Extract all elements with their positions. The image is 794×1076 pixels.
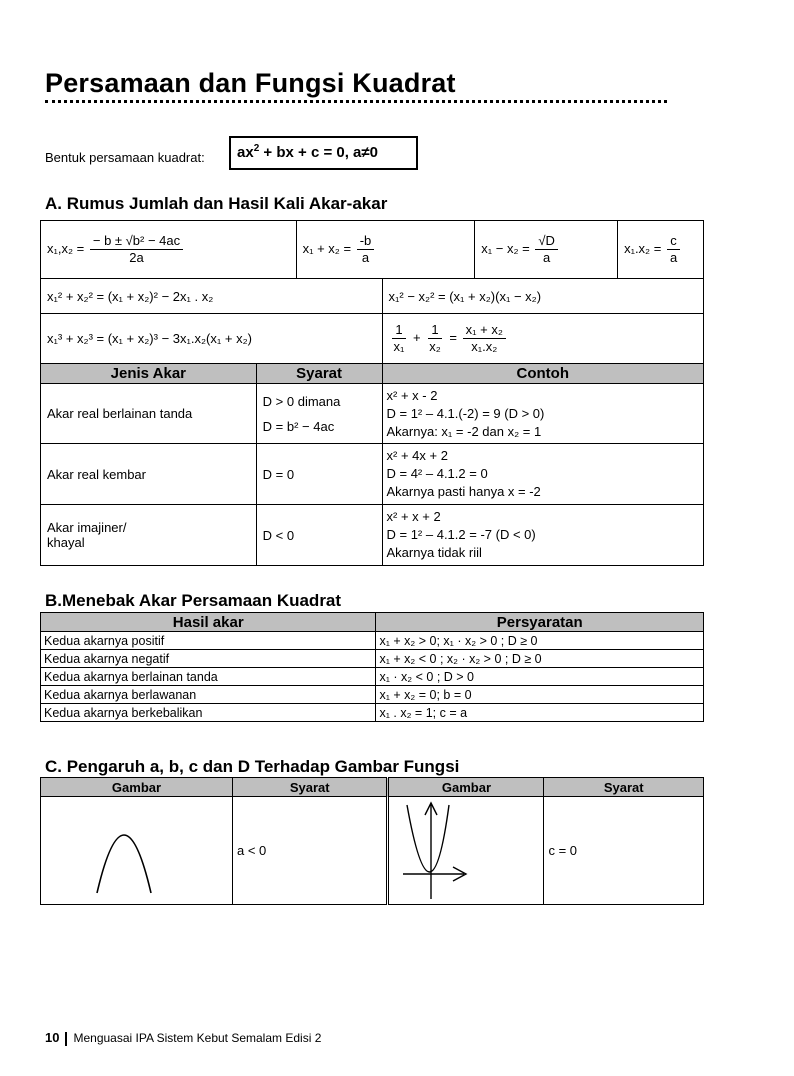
menebak-syarat: x₁ + x₂ = 0; b = 0	[376, 686, 704, 704]
menebak-row	[41, 632, 704, 650]
formula-row-1	[41, 221, 704, 279]
akar-contoh-line-3: Akarnya tidak riil	[386, 545, 482, 560]
akar-contoh-line-1: x² + x + 2	[386, 509, 441, 524]
header-syarat-2: Syarat	[544, 778, 704, 797]
akar-contoh	[382, 505, 704, 566]
formula-selisih-fraction	[535, 233, 558, 266]
akar-syarat-line-1: D > 0 dimana	[262, 393, 341, 409]
akar-contoh-line-2: D = 1² – 4.1.2 = -7 (D < 0)	[386, 527, 536, 542]
footer-divider	[65, 1032, 67, 1046]
header-gambar-1: Gambar	[41, 778, 233, 797]
akar-jenis-line-2: khayal	[47, 535, 85, 550]
menebak-hasil: Kedua akarnya berkebalikan	[41, 704, 376, 722]
akar-jenis: Akar real berlainan tanda	[41, 384, 257, 444]
section-a-title: A. Rumus Jumlah dan Hasil Kali Akar-akar	[45, 194, 388, 213]
header-syarat: Syarat	[256, 364, 382, 384]
akar-syarat-line-2: D = b² − 4ac	[262, 418, 335, 434]
formula-kebalikan-den-1: x₁	[393, 339, 405, 354]
formula-row-2	[41, 279, 704, 314]
akar-contoh	[382, 444, 704, 505]
menebak-syarat: x₁ + x₂ > 0; x₁ · x₂ > 0 ; D ≥ 0	[376, 632, 704, 650]
menebak-row	[41, 704, 704, 722]
section-a-table	[40, 220, 704, 566]
parabola-downward-icon	[41, 797, 231, 901]
formula-kebalikan-num-3: x₁ + x₂	[463, 322, 506, 339]
section-b-title: B.Menebak Akar Persamaan Kuadrat	[45, 591, 342, 610]
section-c-title: C. Pengaruh a, b, c dan D Terhadap Gambar Fungsi	[45, 757, 460, 776]
formula-kali	[618, 221, 704, 279]
bentuk-formula-box	[229, 136, 418, 170]
bentuk-formula-rest: + bx + c = 0, a≠0	[259, 144, 378, 161]
formula-selisih-den: a	[543, 250, 551, 265]
menebak-syarat: x₁ · x₂ < 0 ; D > 0	[376, 668, 704, 686]
bentuk-label: Bentuk persamaan kuadrat:	[45, 150, 205, 165]
header-contoh: Contoh	[382, 364, 704, 384]
formula-jumlah-num: -b	[357, 233, 375, 250]
formula-akar	[41, 221, 297, 279]
formula-selisih	[475, 221, 618, 279]
formula-kebalikan-plus: +	[413, 329, 421, 345]
formula-kali-lhs: x₁.x₂ =	[624, 240, 662, 256]
formula-kuadrat-jumlah: x₁² + x₂² = (x₁ + x₂)² − 2x₁ . x₂	[41, 279, 383, 314]
akar-contoh-line-3: Akarnya: x₁ = -2 dan x₂ = 1	[386, 423, 542, 439]
formula-kebalikan-frac-3	[463, 322, 506, 355]
formula-jumlah-den: a	[361, 250, 370, 265]
akar-row	[41, 444, 704, 505]
formula-kebalikan-num-2: 1	[428, 322, 441, 339]
menebak-hasil: Kedua akarnya positif	[41, 632, 376, 650]
formula-akar-lhs: x₁,x₂ =	[47, 240, 85, 256]
akar-contoh-line-3: Akarnya pasti hanya x = -2	[386, 484, 541, 499]
formula-kali-fraction	[667, 233, 680, 266]
header-gambar-2: Gambar	[388, 778, 544, 797]
formula-kebalikan-den-2: x₂	[429, 339, 441, 354]
akar-contoh	[382, 384, 704, 444]
akar-jenis-line-1: Akar imajiner/	[47, 520, 127, 535]
header-jenis-akar: Jenis Akar	[41, 364, 257, 384]
formula-kebalikan-den-3: x₁.x₂	[471, 339, 498, 354]
header-persyaratan: Persyaratan	[376, 613, 704, 632]
formula-kebalikan	[382, 314, 704, 364]
menebak-hasil: Kedua akarnya berlawanan	[41, 686, 376, 704]
akar-jenis: Akar real kembar	[41, 444, 257, 505]
page-number: 10	[45, 1030, 60, 1045]
bentuk-formula-a: ax	[237, 144, 254, 161]
formula-jumlah	[296, 221, 475, 279]
formula-akar-den: 2a	[129, 250, 144, 265]
formula-selisih-lhs: x₁ − x₂ =	[481, 240, 530, 256]
akar-contoh-line-2: D = 1² – 4.1.(-2) = 9 (D > 0)	[386, 405, 545, 421]
gambar-parabola-origin	[388, 797, 544, 905]
akar-contoh-line-1: x² + 4x + 2	[386, 448, 448, 463]
menebak-row	[41, 668, 704, 686]
formula-kubik: x₁³ + x₂³ = (x₁ + x₂)³ − 3x₁.x₂(x₁ + x₂)	[41, 314, 383, 364]
menebak-header-row	[41, 613, 704, 632]
akar-jenis	[41, 505, 257, 566]
menebak-syarat: x₁ + x₂ < 0 ; x₂ · x₂ > 0 ; D ≥ 0	[376, 650, 704, 668]
menebak-row	[41, 686, 704, 704]
title-underline	[45, 100, 667, 103]
akar-header-row	[41, 364, 704, 384]
parabola-through-origin-icon	[389, 797, 543, 901]
bentuk-formula-exp: 2	[253, 143, 260, 154]
formula-kebalikan-num-1: 1	[392, 322, 405, 339]
formula-kuadrat-selisih: x₁² − x₂² = (x₁ + x₂)(x₁ − x₂)	[382, 279, 704, 314]
page-footer	[45, 1030, 321, 1046]
akar-row	[41, 384, 704, 444]
formula-akar-fraction	[90, 233, 183, 266]
formula-jumlah-lhs: x₁ + x₂ =	[302, 240, 352, 256]
formula-kebalikan-frac-1	[391, 322, 408, 355]
footer-book-title: Menguasai IPA Sistem Kebut Semalam Edisi 2	[73, 1031, 322, 1045]
formula-akar-num: − b ± √b² − 4ac	[90, 233, 183, 250]
akar-row	[41, 505, 704, 566]
formula-kebalikan-eq: =	[449, 329, 457, 345]
pengaruh-header-row	[41, 778, 704, 797]
menebak-hasil: Kedua akarnya negatif	[41, 650, 376, 668]
pengaruh-row	[41, 797, 704, 905]
menebak-row	[41, 650, 704, 668]
formula-kali-num: c	[667, 233, 680, 250]
akar-syarat: D < 0	[256, 505, 382, 566]
gambar-parabola-bawah	[41, 797, 233, 905]
akar-syarat: D = 0	[256, 444, 382, 505]
header-hasil-akar: Hasil akar	[41, 613, 376, 632]
section-b-table	[40, 612, 704, 722]
header-syarat-1: Syarat	[232, 778, 388, 797]
menebak-syarat: x₁ . x₂ = 1; c = a	[376, 704, 704, 722]
formula-jumlah-fraction	[357, 233, 375, 266]
menebak-hasil: Kedua akarnya berlainan tanda	[41, 668, 376, 686]
formula-selisih-num: √D	[535, 233, 558, 250]
syarat-a-negatif: a < 0	[232, 797, 388, 905]
akar-contoh-line-2: D = 4² – 4.1.2 = 0	[386, 466, 488, 481]
formula-kebalikan-frac-2	[426, 322, 444, 355]
page-title: Persamaan dan Fungsi Kuadrat	[45, 68, 456, 98]
akar-contoh-line-1: x² + x - 2	[386, 387, 438, 403]
syarat-c-nol: c = 0	[544, 797, 704, 905]
formula-kali-den: a	[669, 250, 678, 265]
section-c-table	[40, 777, 704, 905]
akar-syarat	[256, 384, 382, 444]
formula-row-3	[41, 314, 704, 364]
